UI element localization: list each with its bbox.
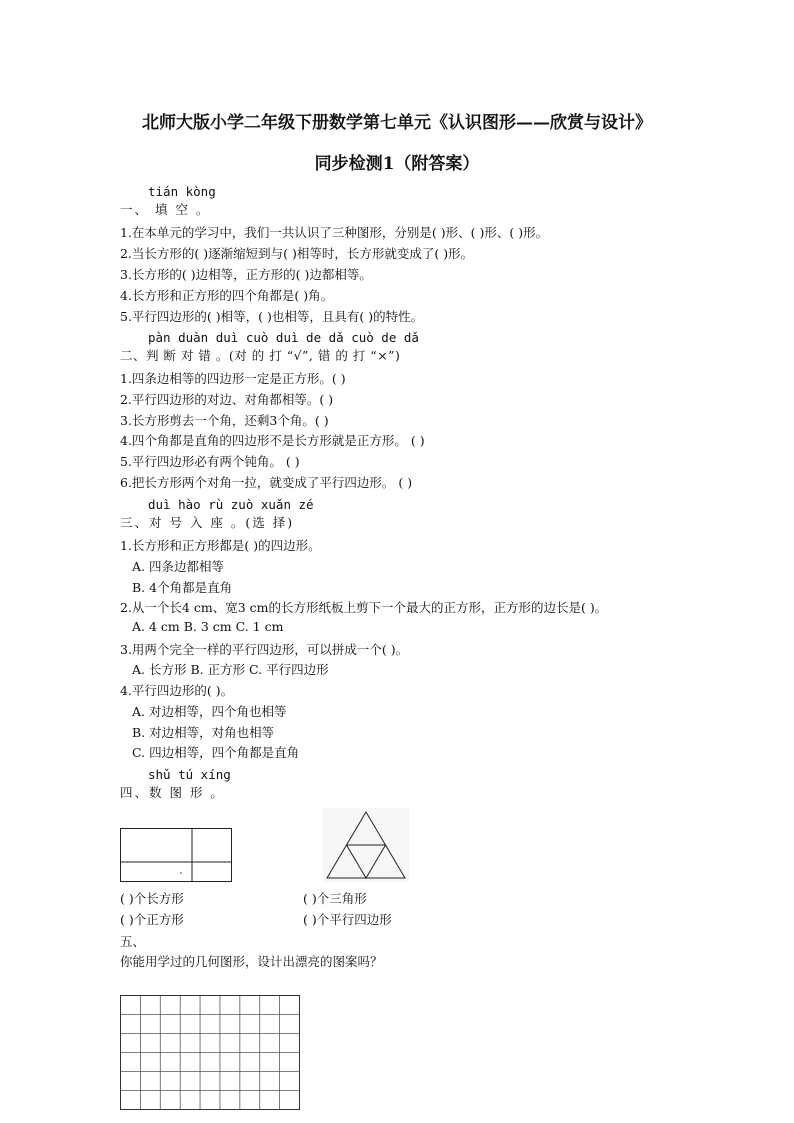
section3-q4-option-c: C. 四边相等，四个角都是直角 <box>132 745 300 760</box>
section2-item-3: 3.长方形剪去一个角，还剩3个角。( ) <box>120 413 329 428</box>
section1-heading: 一、 填 空 。 <box>120 202 211 217</box>
section2-heading: 二、判 断 对 错 。(对 的 打 “√”, 错 的 打 “×”) <box>120 348 401 363</box>
section3-pinyin: duì hào rù zuò xuǎn zé <box>148 497 314 512</box>
section2-item-6: 6.把长方形两个对角一拉，就变成了平行四边形。 ( ) <box>120 475 413 490</box>
rectangle-outline <box>121 829 232 882</box>
count-parallelograms-text: ( )个平行四边形 <box>303 912 392 927</box>
section3-q3-options: A. 长方形 B. 正方形 C. 平行四边形 <box>132 662 329 677</box>
section4-heading: 四、数 图 形 。 <box>120 785 225 800</box>
section3-q4-option-a: A. 对边相等，四个角也相等 <box>132 704 287 719</box>
section3-q1: 1.长方形和正方形都是( )的四边形。 <box>120 538 321 553</box>
section3-q4: 4.平行四边形的( )。 <box>120 683 234 698</box>
section3-heading: 三、对 号 入 座 。(选 择) <box>120 515 295 530</box>
section2-pinyin: pàn duàn duì cuò duì de dǎ cuò de dǎ <box>148 330 419 345</box>
section3-q4-option-b: B. 对边相等，对角也相等 <box>132 725 275 740</box>
rectangle-figure <box>120 828 232 882</box>
section2-item-1: 1.四条边相等的四边形一定是正方形。( ) <box>120 371 346 386</box>
section3-q3: 3.用两个完全一样的平行四边形，可以拼成一个( )。 <box>120 642 409 657</box>
page-title-line2: 同步检测1（附答案） <box>314 154 480 174</box>
section2-item-2: 2.平行四边形的对边、对角都相等。( ) <box>120 392 334 407</box>
section1-item-4: 4.长方形和正方形的四个角都是( )角。 <box>120 288 334 303</box>
rectangle-small-dot <box>180 872 182 874</box>
triangle-figure <box>323 808 409 882</box>
page-title-line1: 北师大版小学二年级下册数学第七单元《认识图形——欣赏与设计》 <box>142 113 652 133</box>
section5-heading: 五、 <box>120 934 146 949</box>
section1-pinyin: tián kòng <box>148 184 216 199</box>
section2-item-5: 5.平行四边形必有两个钝角。 ( ) <box>120 454 300 469</box>
section1-item-5: 5.平行四边形的( )相等，( )也相等，且具有( )的特性。 <box>120 309 424 324</box>
section3-q2-options: A. 4 cm B. 3 cm C. 1 cm <box>132 619 284 634</box>
section1-item-1: 1.在本单元的学习中，我们一共认识了三种图形，分别是( )形、( )形、( )形。 <box>120 225 549 240</box>
section2-item-4: 4.四个角都是直角的四边形不是长方形就是正方形。 ( ) <box>120 433 425 448</box>
section3-q1-option-a: A. 四条边都相等 <box>132 559 224 574</box>
section5-question: 你能用学过的几何图形，设计出漂亮的图案吗？ <box>120 954 383 969</box>
section1-item-3: 3.长方形的( )边相等，正方形的( )边都相等。 <box>120 267 372 282</box>
count-squares-text: ( )个正方形 <box>120 912 184 927</box>
section3-q2: 2.从一个长4 cm、宽3 cm的长方形纸板上剪下一个最大的正方形，正方形的边长是( )。 <box>120 600 608 615</box>
design-grid <box>120 995 300 1110</box>
section1-item-2: 2.当长方形的( )逐渐缩短到与( )相等时，长方形就变成了( )形。 <box>120 246 474 261</box>
section3-q1-option-b: B. 4个角都是直角 <box>132 580 233 595</box>
count-rectangles-text: ( )个长方形 <box>120 891 184 906</box>
count-triangles-text: ( )个三角形 <box>303 891 367 906</box>
section4-pinyin: shǔ tú xíng <box>148 767 231 782</box>
